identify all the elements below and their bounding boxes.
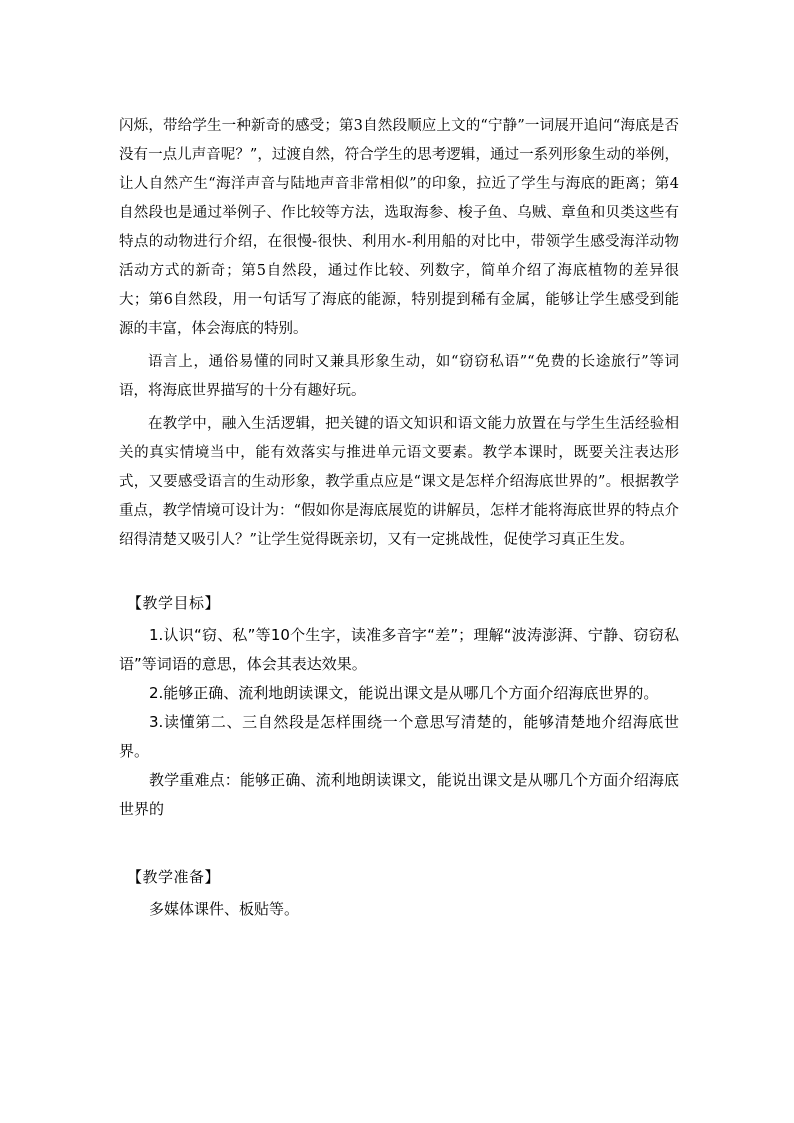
page-content [119,112,679,924]
goal-item-2: 2.能够正确、流利地朗读课文，能说出课文是从哪几个方面介绍海底世界的。 [149,684,659,702]
analysis-paragraph-3: 在教学中，融入生活逻辑，把关键的语文知识和语文能力放置在与学生生活经验相关的真实情境当中，能有效落实与推进单元语文要素。教学本课时，既要关注表达形式，又要感受语言的生动形象，教学重点应是“课文是怎样介绍海底世界的”。根据教学重点，教学情境可设计为：“假如你是海底展览的讲解员，怎样才能将海底世界的特点介绍得清楚又吸引人？”让学生觉得既亲切，又有一定挑战性，促使学习真正生发。 [119,416,679,548]
analysis-paragraph-1: 闪烁，带给学生一种新奇的感受；第3自然段顺应上文的“宁静”一词展开追问“海底是否没有一点儿声音呢？”，过渡自然，符合学生的思考逻辑，通过一系列形象生动的举例，让人自然产生“海洋声音与陆地声音非常相似”的印象，拉近了学生与海底的距离；第4自然段也是通过举例子、作比较等方法，选取海参、梭子鱼、乌贼、章鱼和贝类这些有特点的动物进行介绍，在很慢-很快、利用水-利用船的对比中，带领学生感受海洋动物活动方式的新奇；第5自然段，通过作比较、列数字，简单介绍了海底植物的差异很大；第6自然段，用一句话写了海底的能源，特别提到稀有金属，能够让学生感受到能源的丰富，体会海底的特别。 [119,118,679,337]
goal-item-1: 1.认识“窃、私”等10个生字，读准多音字“差”；理解“波涛澎湃、宁静、窃窃私语”等词语的意思，体会其表达效果。 [119,626,679,673]
teaching-prep-section [119,862,679,924]
key-points: 教学重难点：能够正确、流利地朗读课文，能说出课文是从哪几个方面介绍海底世界的 [119,771,679,818]
teaching-prep-text: 多媒体课件、板贴等。 [149,900,300,918]
goal-item-3: 3.读懂第二、三自然段是怎样围绕一个意思写清楚的，能够清楚地介绍海底世界。 [119,713,679,760]
teaching-prep-heading: 【教学准备】 [127,868,221,886]
analysis-paragraph-2: 语言上，通俗易懂的同时又兼具形象生动，如“窃窃私语”“免费的长途旅行”等词语，将海底世界描写的十分有趣好玩。 [119,354,679,399]
teaching-goals-section [119,588,679,824]
analysis-section [119,112,679,555]
teaching-goals-heading: 【教学目标】 [127,594,221,612]
